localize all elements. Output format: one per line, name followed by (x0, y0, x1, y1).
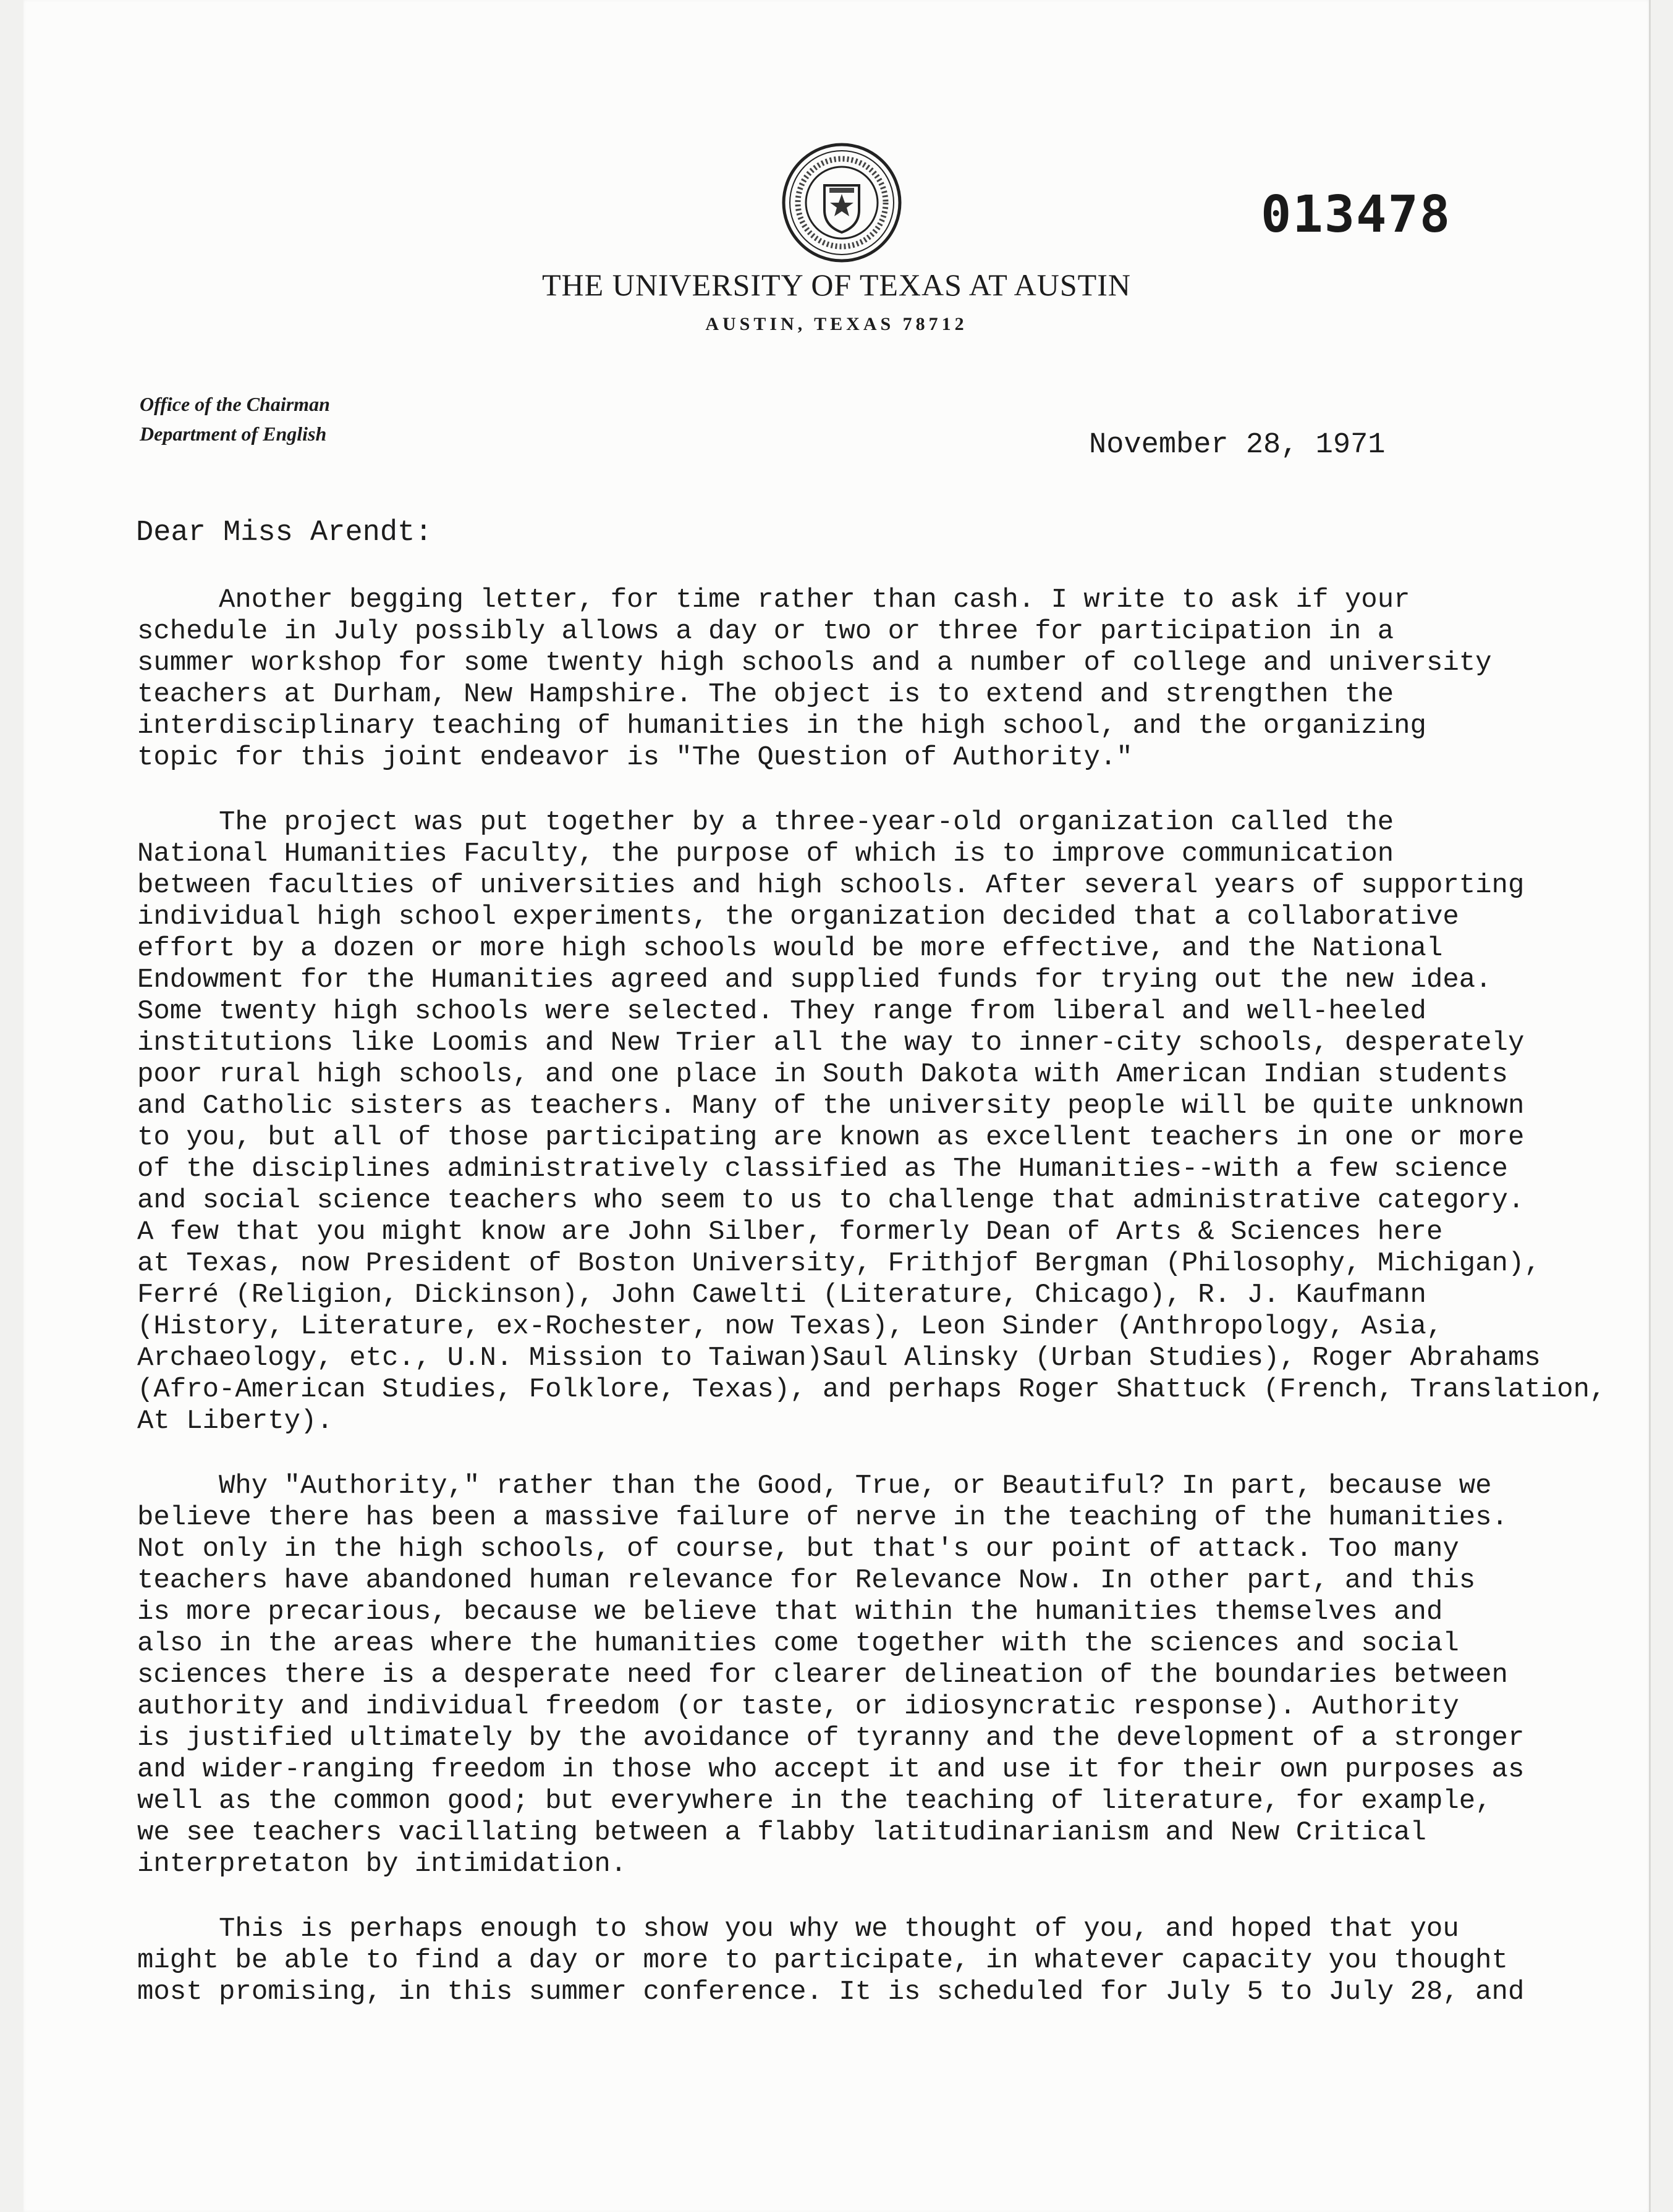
text-line: Another begging letter, for time rather than cash. I write to ask if your (219, 585, 1410, 615)
text-line: poor rural high schools, and one place in South Dakota with American Indian students (137, 1059, 1508, 1090)
paragraph (137, 1471, 1583, 1880)
letterhead-title: THE UNIVERSITY OF TEXAS AT AUSTIN (542, 268, 1131, 302)
text-line: A few that you might know are John Silber, formerly Dean of Arts & Sciences here (137, 1217, 1443, 1247)
text-line: to you, but all of those participating are known as excellent teachers in one or more (137, 1122, 1525, 1153)
text-line: believe there has been a massive failure of nerve in the teaching of the humanities. (137, 1502, 1508, 1533)
text-line: and social science teachers who seem to us to challenge that administrative category. (137, 1185, 1525, 1216)
text-line: This is perhaps enough to show you why we thought of you, and hoped that you (219, 1914, 1459, 1944)
text-line: teachers at Durham, New Hampshire. The object is to extend and strengthen the (137, 679, 1394, 710)
letter-date: November 28, 1971 (1089, 429, 1386, 462)
text-line: The project was put together by a three-year-old organization called the (219, 807, 1394, 838)
text-line: Ferré (Religion, Dickinson), John Cawelti (Literature, Chicago), R. J. Kaufmann (137, 1280, 1426, 1311)
text-line: National Humanities Faculty, the purpose of which is to improve communication (137, 838, 1394, 869)
letterhead-address: AUSTIN, TEXAS 78712 (705, 314, 968, 334)
text-line: interpretaton by intimidation. (137, 1849, 627, 1880)
paragraph (137, 585, 1583, 774)
text-line: Endowment for the Humanities agreed and supplied funds for trying out the new idea. (137, 965, 1492, 995)
text-line: teachers have abandoned human relevance for Relevance Now. In other part, and this (137, 1565, 1476, 1596)
text-line: Why "Authority," rather than the Good, True, or Beautiful? In part, because we (219, 1471, 1492, 1501)
office-line-chairman: Office of the Chairman (140, 393, 330, 415)
office-line-department: Department of English (140, 423, 327, 445)
text-line: topic for this joint endeavor is "The Question of Authority." (137, 742, 1133, 773)
text-line: might be able to find a day or more to participate, in whatever capacity you thought (137, 1945, 1508, 1976)
office-block (140, 389, 330, 449)
text-line: between faculties of universities and high schools. After several years of supporting (137, 870, 1525, 901)
university-seal-icon (780, 141, 904, 264)
text-line: and Catholic sisters as teachers. Many of the university people will be quite unknown (137, 1091, 1525, 1121)
paragraph (137, 807, 1606, 1437)
text-line: individual high school experiments, the organization decided that a collaborative (137, 901, 1459, 932)
text-line: authority and individual freedom (or taste, or idiosyncratic response). Authority (137, 1691, 1459, 1722)
text-line: At Liberty). (137, 1406, 333, 1437)
text-line: is more precarious, because we believe that within the humanities themselves and (137, 1597, 1443, 1627)
text-line: institutions like Loomis and New Trier all the way to inner-city schools, desperately (137, 1028, 1525, 1058)
text-line: Not only in the high schools, of course, but that's our point of attack. Too many (137, 1534, 1459, 1564)
text-line: of the disciplines administratively classified as The Humanities--with a few science (137, 1154, 1508, 1184)
text-line: is justified ultimately by the avoidance of tyranny and the development of a stronger (137, 1723, 1525, 1754)
text-line: Archaeology, etc., U.N. Mission to Taiwan)Saul Alinsky (Urban Studies), Roger Abrahams (137, 1343, 1541, 1374)
text-line: well as the common good; but everywhere in the teaching of literature, for example, (137, 1786, 1492, 1817)
text-line: we see teachers vacillating between a flabby latitudinarianism and New Critical (137, 1817, 1426, 1848)
salutation: Dear Miss Arendt: (136, 517, 433, 549)
text-line: also in the areas where the humanities come together with the sciences and social (137, 1628, 1459, 1659)
text-line: summer workshop for some twenty high schools and a number of college and university (137, 648, 1492, 678)
document-number: 013478 (1261, 185, 1452, 244)
text-line: (Afro-American Studies, Folklore, Texas), and perhaps Roger Shattuck (French, Translation, (137, 1374, 1606, 1405)
text-line: most promising, in this summer conference. It is scheduled for July 5 to July 28, and (137, 1977, 1525, 2007)
text-line: Some twenty high schools were selected. They range from liberal and well-heeled (137, 996, 1426, 1027)
letter-body (137, 585, 1606, 2041)
text-line: sciences there is a desperate need for clearer delineation of the boundaries between (137, 1660, 1508, 1691)
paragraph (137, 1914, 1583, 2008)
text-line: at Texas, now President of Boston University, Frithjof Bergman (Philosophy, Michigan), (137, 1248, 1541, 1279)
text-line: effort by a dozen or more high schools would be more effective, and the National (137, 933, 1443, 964)
text-line: schedule in July possibly allows a day or two or three for participation in a (137, 616, 1394, 647)
text-line: (History, Literature, ex-Rochester, now Texas), Leon Sinder (Anthropology, Asia, (137, 1311, 1443, 1342)
text-line: and wider-ranging freedom in those who accept it and use it for their own purposes as (137, 1754, 1525, 1785)
text-line: interdisciplinary teaching of humanities in the high school, and the organizing (137, 711, 1426, 741)
